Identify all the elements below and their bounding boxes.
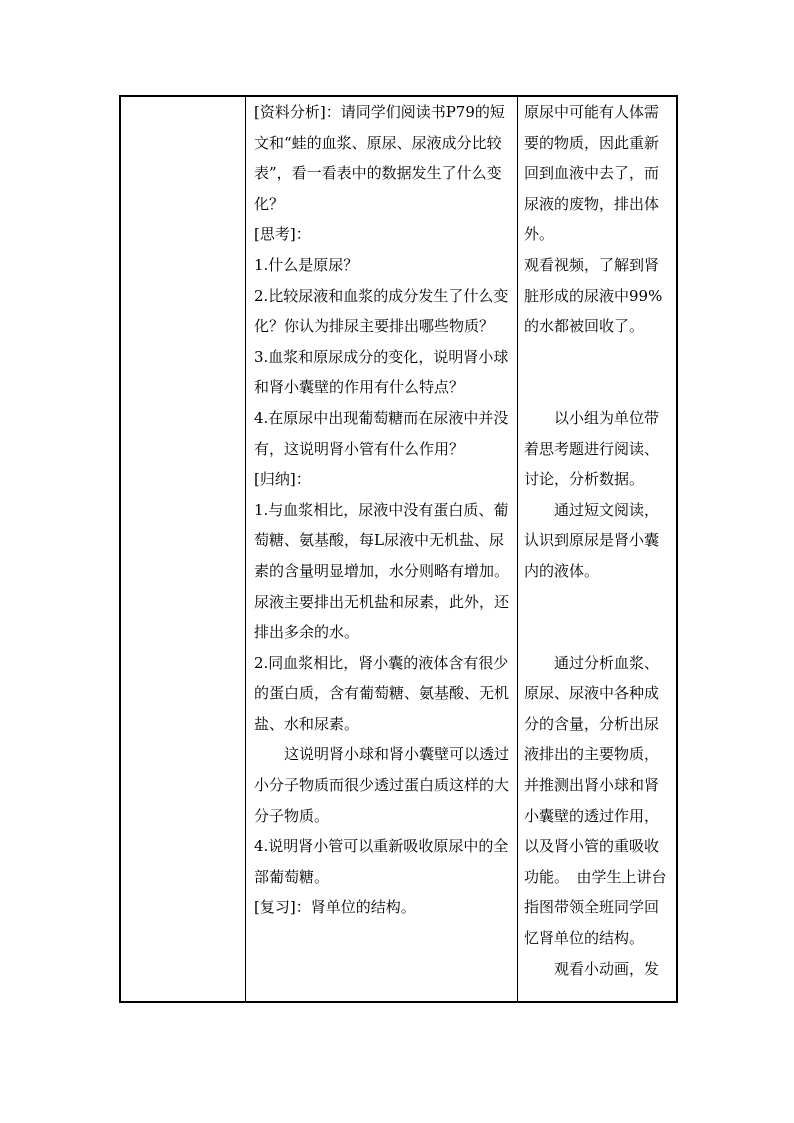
paragraph: 这说明肾小球和肾小囊壁可以透过小分子物质而很少透过蛋白质这样的大分子物质。 <box>254 745 510 825</box>
left-column-cell <box>120 96 246 1002</box>
paragraph: 4.在原尿中出现葡萄糖而在尿液中并没有，这说明肾小管有什么作用？ <box>254 408 509 458</box>
spacer <box>518 342 676 373</box>
paragraph: 观看小动画，发 <box>554 959 660 978</box>
paragraph: [思考]： <box>254 225 311 244</box>
paragraph: 3.血浆和原尿成分的变化，说明肾小球和肾小囊壁的作用有什么特点？ <box>254 347 509 397</box>
paragraph: 通过短文阅读，认识到原尿是肾小囊内的液体。 <box>524 500 660 580</box>
paragraph: 观看视频，了解到肾脏形成的尿液中99%的水都被回收了。 <box>524 255 663 336</box>
table-row <box>120 96 677 1002</box>
paragraph: [复习]：肾单位的结构。 <box>254 898 416 917</box>
paragraph: 2.比较尿液和血浆的成分发生了什么变化？你认为排尿主要排出哪些物质？ <box>254 286 509 336</box>
lesson-plan-table <box>119 95 678 1003</box>
teacher-activity-cell <box>246 96 518 1002</box>
paragraph: 原尿中可能有人体需要的物质，因此重新回到血液中去了，而尿液的废物，排出体外。 <box>524 103 660 244</box>
paragraph: 通过分析血浆、原尿、尿液中各种成分的含量，分析出尿液排出的主要物质，并推测出肾小球和肾小囊壁的透过作用，以及肾小管的重吸收功能。 由学生上讲台指图带领全班同学回忆肾单位的结构。 <box>524 653 667 948</box>
paragraph: [资料分析]：请同学们阅读书P79的短文和“蛙的血浆、原尿、尿液成分比较表”，看一看表中的数据发生了什么变化？ <box>254 103 505 213</box>
spacer <box>518 372 676 403</box>
paragraph: 以小组为单位带着思考题进行阅读、讨论，分析数据。 <box>524 408 660 489</box>
paragraph: 1.与血浆相比，尿液中没有蛋白质、葡萄糖、氨基酸，每L尿液中无机盐、尿素的含量明显增加，水分则略有增加。尿液主要排出无机盐和尿素，此外，还排出多余的水。 <box>254 500 510 642</box>
student-activity-text <box>518 97 676 984</box>
spacer <box>518 587 676 618</box>
paragraph: 2.同血浆相比，肾小囊的液体含有很少的蛋白质，含有葡萄糖、氨基酸、无机盐、水和尿素。 <box>254 653 510 733</box>
paragraph: 4.说明肾小管可以重新吸收原尿中的全部葡萄糖。 <box>254 837 509 886</box>
paragraph: [归纳]： <box>254 470 311 489</box>
spacer <box>518 617 676 648</box>
paragraph: 1.什么是原尿？ <box>254 255 359 274</box>
teacher-activity-text <box>246 97 517 923</box>
student-activity-cell <box>518 96 678 1002</box>
